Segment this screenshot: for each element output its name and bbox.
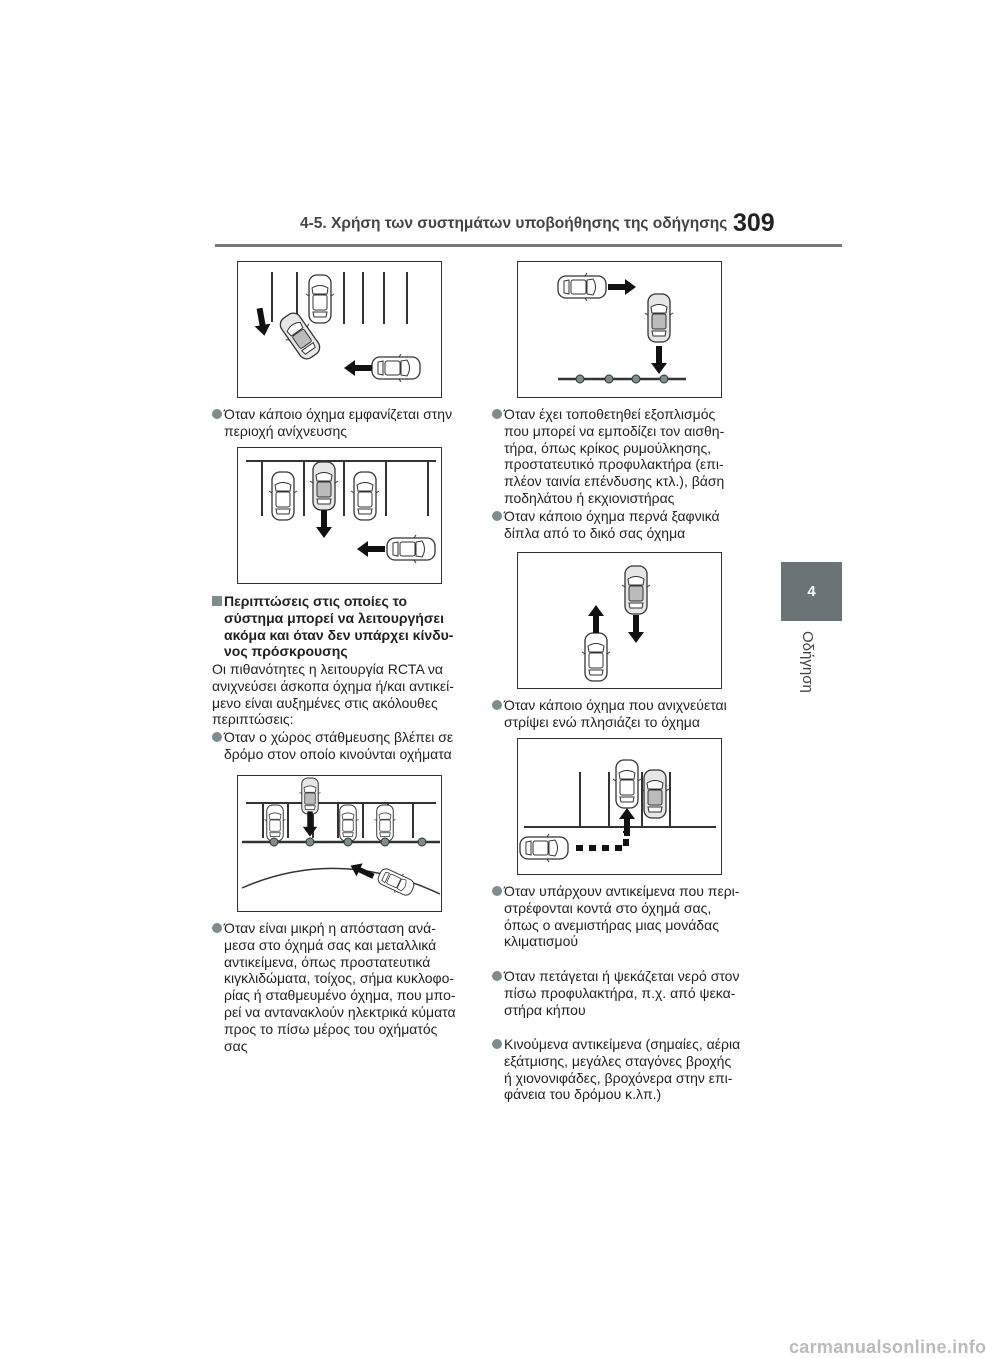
heading-square-icon	[212, 596, 222, 606]
bullet-item: Κινούμενα αντικείμενα (σημαίες, αέρια εξάτμισης, μεγάλες σταγόνες βροχής ή χιονονιφάδες, βροχόνερα στην επι- φάνεια του δρόμου κ.λπ.)	[492, 1036, 757, 1103]
watermark-link[interactable]: carmanualsonline.info	[789, 1337, 986, 1357]
bullet-item: Όταν πετάγεται ή ψεκάζεται νερό στον πίσω προφυλακτήρα, π.χ. από ψεκα- στήρα κήπου	[492, 968, 757, 1018]
bullet-item: Όταν ο χώρος στάθμευσης βλέπει σε δρόμο στον οποίο κινούνται οχήματα	[212, 729, 467, 763]
figure-vehicle-passing	[517, 552, 722, 689]
bullet-item: Όταν κάποιο όχημα που ανιχνεύεται στρίψει ενώ πλησιάζει το όχημα	[492, 697, 757, 731]
bullet-icon	[212, 732, 222, 742]
header-rule	[215, 244, 842, 247]
paragraph: Οι πιθανότητες η λειτουργία RCTA να ανιχνεύσει άσκοπα όχημα ή/και αντικεί- μενο είναι αυξημένες στις ακόλουθες περιπτώσεις:	[212, 661, 454, 728]
bullet-item: Όταν κάποιο όχημα εμφανίζεται στην περιοχή ανίχνευσης	[212, 406, 462, 440]
bullet-item: Όταν υπάρχουν αντικείμενα που περι- στρέφονται κοντά στο όχημά σας, όπως ο ανεμιστήρας μιας μονάδας κλιματισμού	[492, 883, 757, 950]
bullet-icon	[212, 409, 222, 419]
bullet-icon	[492, 409, 502, 419]
bullet-item: Όταν κάποιο όχημα περνά ξαφνικά δίπλα από το δικό σας όχημα	[492, 508, 757, 542]
bullet-item: Όταν είναι μικρή η απόσταση ανά- μεσα στο όχημά σας και μεταλλικά αντικείμενα, όπως προστατευτικά κιγκλιδώματα, τοίχος, σήμα κυκλοφο- ρίας ή σταθμευμένο όχημα, που μπο- ρεί να αντανακλούν ηλεκτρικά κύματα προς το πίσω μέρος του οχήματός σας	[212, 920, 472, 1054]
running-header: 4-5. Χρήση των συστημάτων υποβοήθησης της οδήγησης	[300, 215, 728, 232]
figure-vehicle-in-detection-area	[237, 261, 442, 398]
chapter-tab: 4	[781, 562, 842, 621]
figure-tow-hitch-equipment	[517, 261, 722, 398]
bullet-icon	[212, 923, 222, 933]
bullet-item: Όταν έχει τοποθετηθεί εξοπλισμός που μπορεί να εμποδίζει τον αισθη- τήρα, όπως κρίκος ρυμούλκησης, προστατευτικό προφυλακτήρα (επι- πλέον ταινία επένδυσης κτλ.), βάση ποδηλάτου ή εκχιονιστήρας	[492, 406, 757, 507]
figure-parking-facing-road	[237, 775, 442, 912]
bullet-icon	[492, 1039, 502, 1049]
chapter-label: Οδήγηση	[799, 631, 816, 693]
page-number: 309	[733, 209, 775, 237]
bullet-icon	[492, 511, 502, 521]
figure-rear-cross-traffic	[237, 447, 442, 584]
bullet-icon	[492, 886, 502, 896]
bullet-icon	[492, 700, 502, 710]
figure-turning-vehicle	[517, 738, 722, 875]
bullet-icon	[492, 971, 502, 981]
section-heading: Περιπτώσεις στις οποίες το σύστημα μπορεί να λειτουργήσει ακόμα και όταν δεν υπάρχει κίνδυ- νος πρόσκρουσης	[212, 593, 467, 660]
